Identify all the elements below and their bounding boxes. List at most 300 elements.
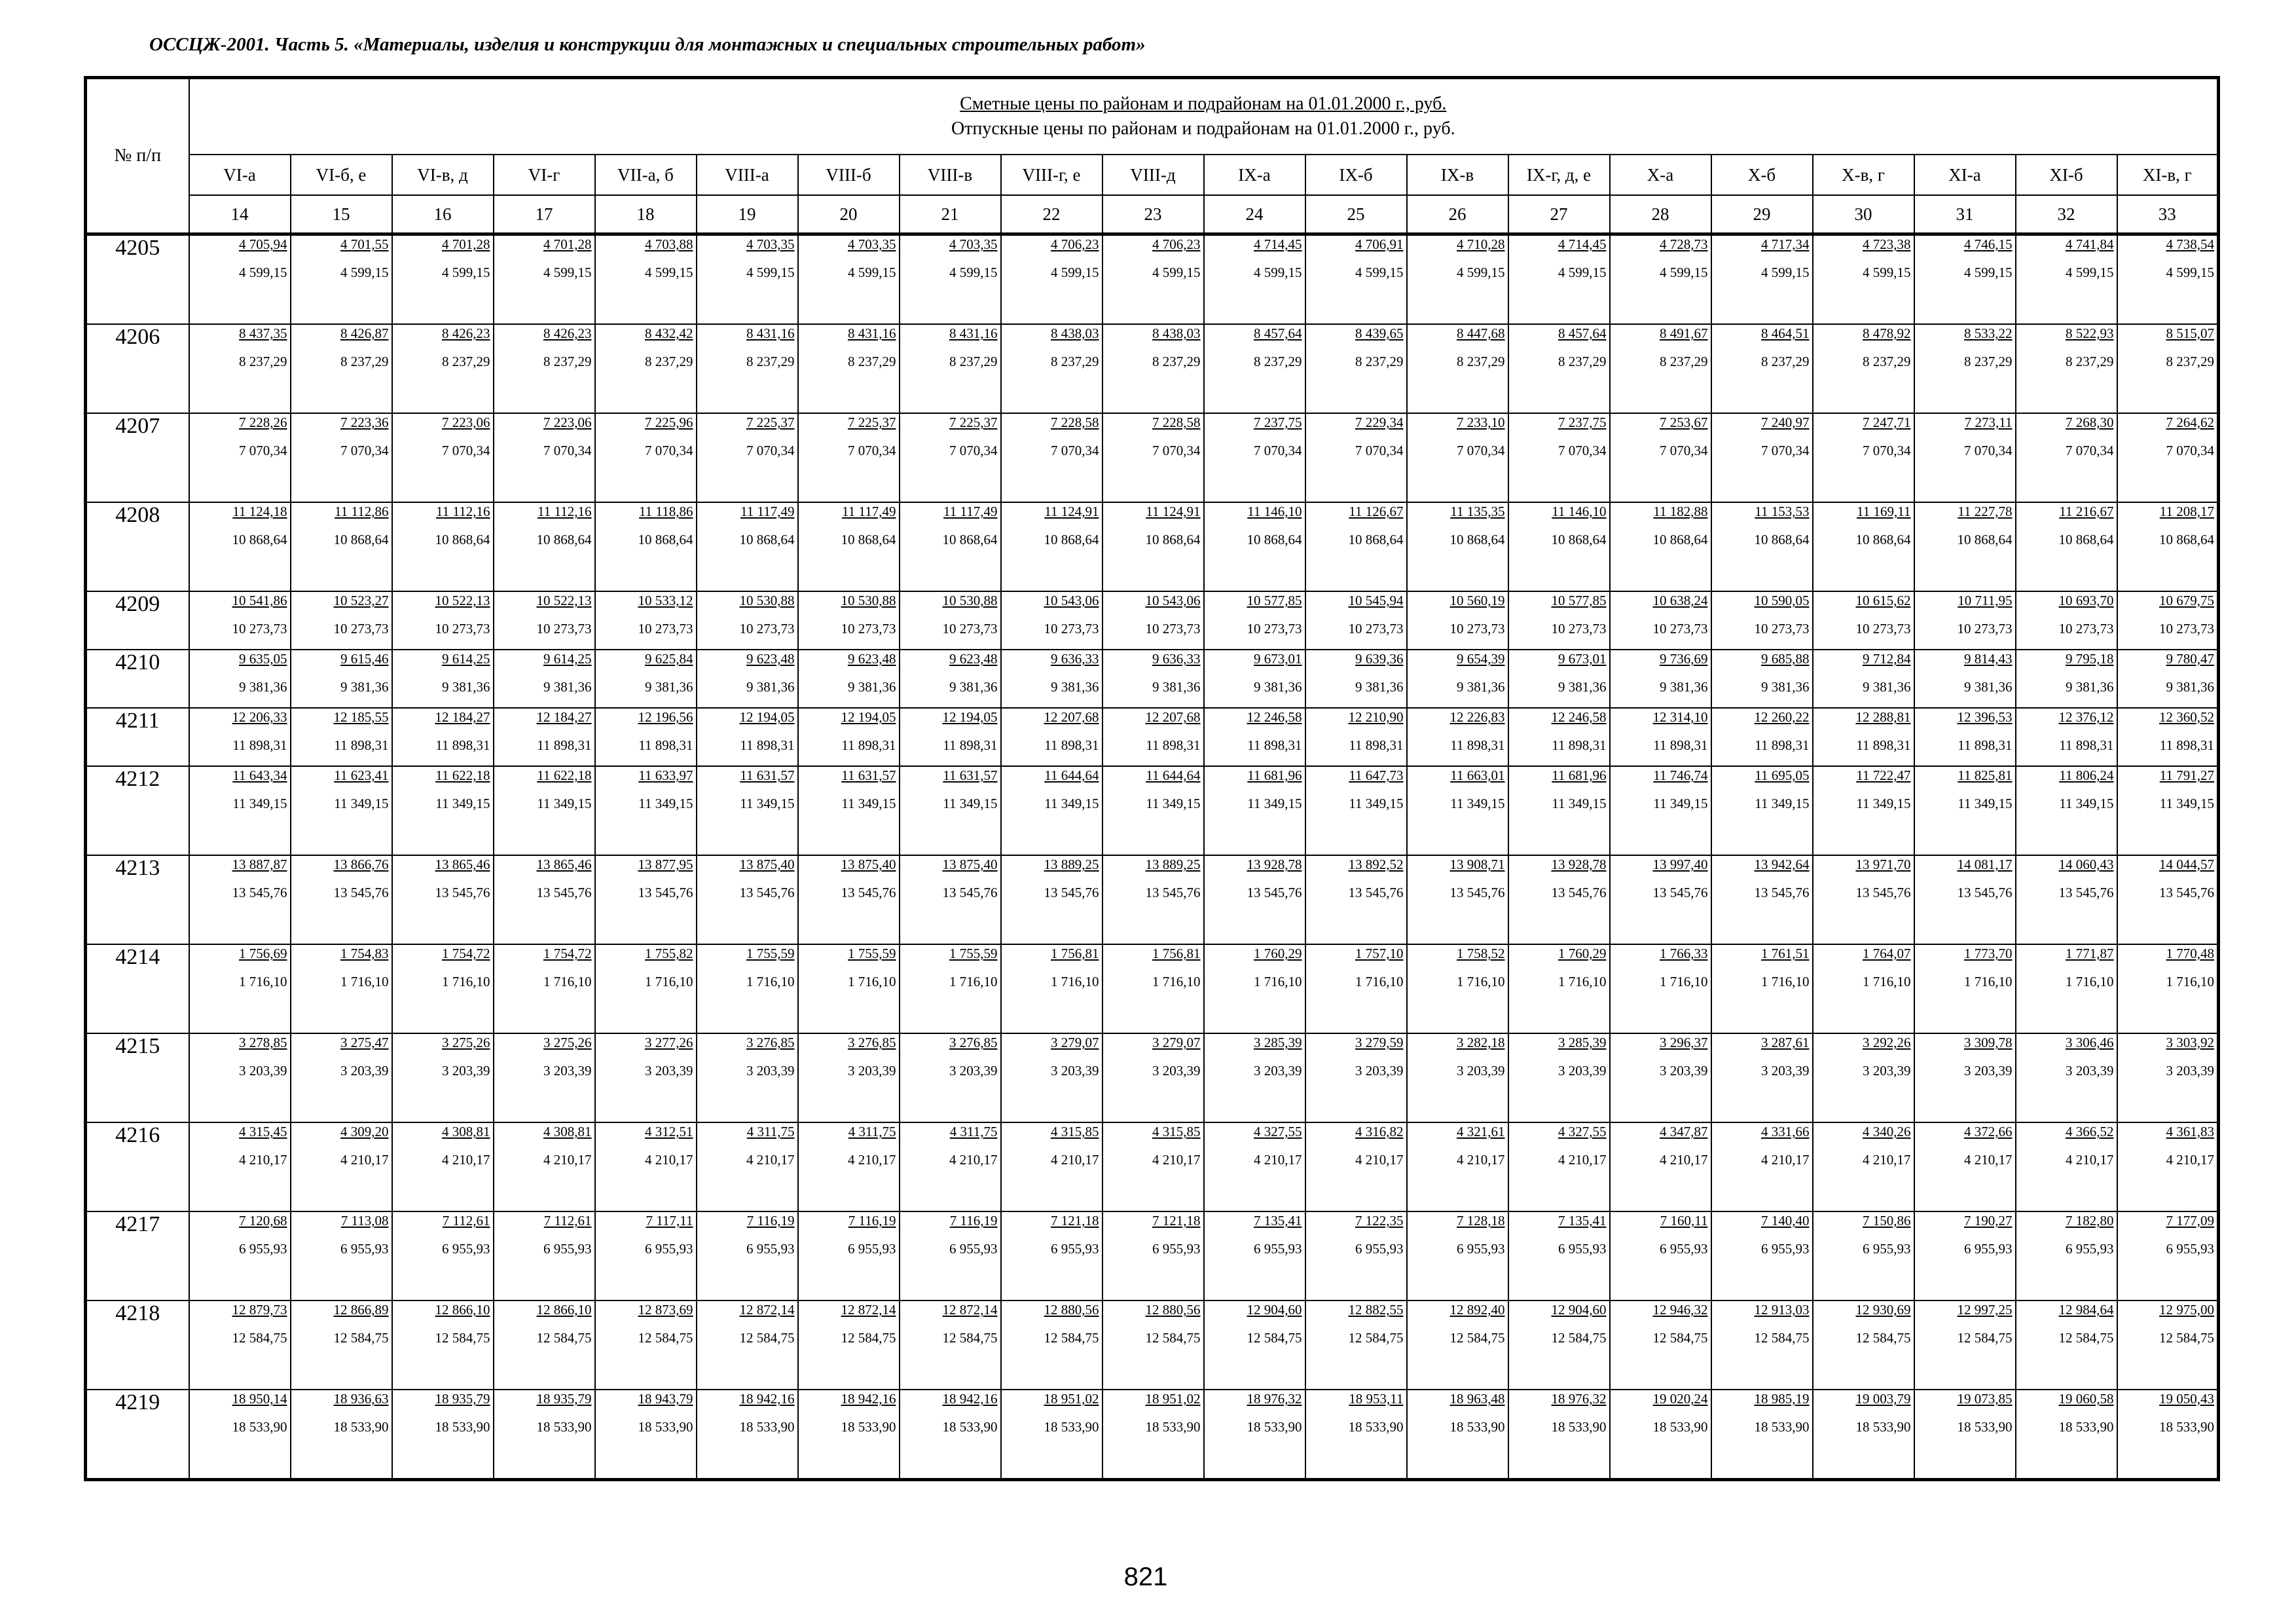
estimate-price: 18 951,02 xyxy=(1145,1391,1201,1407)
estimate-price: 11 135,35 xyxy=(1450,504,1505,519)
estimate-price: 14 081,17 xyxy=(1957,857,2013,872)
price-cell xyxy=(1711,650,1813,708)
estimate-price: 10 530,88 xyxy=(739,593,795,608)
release-price: 7 070,34 xyxy=(848,443,896,458)
price-cell xyxy=(697,708,798,766)
estimate-price: 11 681,96 xyxy=(1247,767,1302,783)
region-header: VI-в, д xyxy=(392,155,494,195)
release-price: 9 381,36 xyxy=(848,679,896,695)
release-price: 10 273,73 xyxy=(1957,621,2013,637)
price-cell xyxy=(1813,708,1914,766)
release-price: 7 070,34 xyxy=(746,443,795,458)
price-cell xyxy=(392,234,494,325)
release-price: 11 349,15 xyxy=(232,796,287,811)
price-cell xyxy=(595,591,697,650)
price-cell xyxy=(2117,1390,2219,1480)
estimate-price: 13 997,40 xyxy=(1652,857,1708,872)
estimate-price: 4 738,54 xyxy=(2166,236,2215,252)
column-number: 16 xyxy=(392,195,494,234)
price-cell xyxy=(2117,855,2219,944)
release-price: 9 381,36 xyxy=(2166,679,2215,695)
release-price: 8 237,29 xyxy=(1457,354,1505,369)
row-number: 4210 xyxy=(86,650,189,708)
estimate-price: 12 260,22 xyxy=(1754,709,1810,725)
estimate-price: 3 285,39 xyxy=(1254,1035,1302,1050)
price-cell xyxy=(1711,766,1813,855)
price-cell xyxy=(1204,1301,1305,1390)
estimate-price: 18 942,16 xyxy=(739,1391,795,1407)
release-price: 6 955,93 xyxy=(340,1241,389,1257)
region-header: VIII-д xyxy=(1102,155,1204,195)
release-price: 11 349,15 xyxy=(841,796,896,811)
price-cell xyxy=(798,944,900,1033)
estimate-price: 7 225,37 xyxy=(848,415,896,430)
estimate-price: 10 530,88 xyxy=(841,593,896,608)
region-header: VI-а xyxy=(189,155,291,195)
estimate-price: 9 623,48 xyxy=(746,651,795,667)
estimate-price: 18 936,63 xyxy=(333,1391,389,1407)
price-cell xyxy=(392,944,494,1033)
release-price: 10 868,64 xyxy=(841,532,896,547)
price-cell xyxy=(291,234,392,325)
estimate-price: 4 717,34 xyxy=(1761,236,1810,252)
estimate-price: 9 614,25 xyxy=(442,651,490,667)
release-price: 7 070,34 xyxy=(1051,443,1099,458)
estimate-price: 10 615,62 xyxy=(1855,593,1911,608)
estimate-price: 12 207,68 xyxy=(1044,709,1099,725)
release-price: 10 273,73 xyxy=(1449,621,1505,637)
release-price: 4 599,15 xyxy=(949,265,998,280)
release-price: 3 203,39 xyxy=(1254,1063,1302,1079)
price-cell xyxy=(1508,766,1610,855)
price-cell xyxy=(900,855,1001,944)
release-price: 3 203,39 xyxy=(442,1063,490,1079)
price-cell xyxy=(2016,1122,2117,1211)
release-price: 11 898,31 xyxy=(537,737,592,753)
release-price: 18 533,90 xyxy=(739,1419,795,1435)
estimate-price: 7 229,34 xyxy=(1355,415,1404,430)
estimate-price: 7 253,67 xyxy=(1660,415,1708,430)
price-cell xyxy=(900,234,1001,325)
release-price: 3 203,39 xyxy=(340,1063,389,1079)
region-header: VIII-в xyxy=(900,155,1001,195)
price-cell xyxy=(1305,650,1407,708)
column-number: 31 xyxy=(1914,195,2016,234)
estimate-price: 9 814,43 xyxy=(1964,651,2013,667)
estimate-price: 4 706,91 xyxy=(1355,236,1404,252)
price-cell xyxy=(291,1390,392,1480)
estimate-price: 3 292,26 xyxy=(1863,1035,1911,1050)
estimate-price: 7 237,75 xyxy=(1558,415,1607,430)
price-cell xyxy=(1610,1211,1711,1301)
release-price: 18 533,90 xyxy=(333,1419,389,1435)
release-price: 9 381,36 xyxy=(1863,679,1911,695)
estimate-price: 8 438,03 xyxy=(1152,325,1201,341)
release-price: 3 203,39 xyxy=(1558,1063,1607,1079)
price-cell xyxy=(1305,1390,1407,1480)
estimate-price: 11 746,74 xyxy=(1653,767,1708,783)
release-price: 10 868,64 xyxy=(1957,532,2013,547)
release-price: 12 584,75 xyxy=(333,1330,389,1346)
price-cell xyxy=(1813,324,1914,413)
release-price: 9 381,36 xyxy=(1761,679,1810,695)
price-cell xyxy=(291,591,392,650)
estimate-price: 7 135,41 xyxy=(1254,1213,1302,1228)
price-cell xyxy=(1711,1033,1813,1122)
estimate-price: 11 146,10 xyxy=(1247,504,1302,519)
release-price: 18 533,90 xyxy=(2058,1419,2114,1435)
price-cell xyxy=(1508,413,1610,502)
estimate-price: 4 340,26 xyxy=(1863,1124,1911,1139)
release-price: 18 533,90 xyxy=(1044,1419,1099,1435)
release-price: 7 070,34 xyxy=(1558,443,1607,458)
estimate-price: 12 904,60 xyxy=(1247,1302,1302,1318)
release-price: 13 545,76 xyxy=(841,885,896,900)
release-price: 1 716,10 xyxy=(543,974,592,989)
release-price: 7 070,34 xyxy=(543,443,592,458)
price-cell xyxy=(1508,1122,1610,1211)
estimate-price: 12 194,05 xyxy=(739,709,795,725)
release-price: 12 584,75 xyxy=(1754,1330,1810,1346)
release-price: 13 545,76 xyxy=(942,885,998,900)
price-cell xyxy=(189,413,291,502)
estimate-price: 8 437,35 xyxy=(239,325,287,341)
column-number: 32 xyxy=(2016,195,2117,234)
estimate-price: 8 515,07 xyxy=(2166,325,2215,341)
estimate-price: 13 875,40 xyxy=(942,857,998,872)
estimate-price: 12 975,00 xyxy=(2159,1302,2215,1318)
price-cell xyxy=(1102,650,1204,708)
estimate-price: 18 935,79 xyxy=(536,1391,592,1407)
release-price: 13 545,76 xyxy=(1348,885,1404,900)
estimate-price: 7 228,58 xyxy=(1152,415,1201,430)
price-cell xyxy=(392,855,494,944)
release-price: 3 203,39 xyxy=(1964,1063,2013,1079)
price-cell xyxy=(1102,502,1204,591)
price-cell xyxy=(1711,591,1813,650)
estimate-price: 11 631,57 xyxy=(943,767,998,783)
price-cell xyxy=(900,591,1001,650)
release-price: 4 210,17 xyxy=(239,1152,287,1168)
release-price: 8 237,29 xyxy=(1558,354,1607,369)
estimate-price: 9 636,33 xyxy=(1152,651,1201,667)
price-cell xyxy=(1711,234,1813,325)
price-cell xyxy=(494,855,595,944)
release-price: 12 584,75 xyxy=(1957,1330,2013,1346)
price-cell xyxy=(1102,591,1204,650)
price-cell xyxy=(595,502,697,591)
price-cell xyxy=(2117,708,2219,766)
release-price: 4 599,15 xyxy=(1254,265,1302,280)
region-header: VIII-б xyxy=(798,155,900,195)
price-cell xyxy=(494,766,595,855)
estimate-price: 13 865,46 xyxy=(435,857,490,872)
estimate-price: 1 764,07 xyxy=(1863,946,1911,961)
price-cell xyxy=(1204,413,1305,502)
document-header: ОССЦЖ-2001. Часть 5. «Материалы, изделия и конструкции для монтажных и специальных строительных работ» xyxy=(149,34,1146,55)
table-row xyxy=(86,1390,2219,1480)
release-price: 11 898,31 xyxy=(435,737,490,753)
estimate-price: 7 116,19 xyxy=(949,1213,998,1228)
price-cell xyxy=(1914,650,2016,708)
price-cell xyxy=(494,1301,595,1390)
price-cell xyxy=(697,234,798,325)
release-price: 11 349,15 xyxy=(1247,796,1302,811)
estimate-price: 4 703,35 xyxy=(848,236,896,252)
estimate-price: 9 614,25 xyxy=(543,651,592,667)
estimate-price: 10 577,85 xyxy=(1247,593,1302,608)
release-price: 1 716,10 xyxy=(2166,974,2215,989)
row-number: 4213 xyxy=(86,855,189,944)
region-header: X-а xyxy=(1610,155,1711,195)
price-cell xyxy=(595,1211,697,1301)
price-cell xyxy=(1813,413,1914,502)
price-cell xyxy=(1407,766,1508,855)
price-cell xyxy=(1407,1033,1508,1122)
release-price: 11 349,15 xyxy=(2059,796,2114,811)
estimate-price: 12 184,27 xyxy=(536,709,592,725)
estimate-price: 7 228,26 xyxy=(239,415,287,430)
estimate-price: 4 311,75 xyxy=(746,1124,795,1139)
release-price: 6 955,93 xyxy=(1355,1241,1404,1257)
release-price: 8 237,29 xyxy=(1761,354,1810,369)
release-price: 6 955,93 xyxy=(1660,1241,1708,1257)
estimate-price: 14 044,57 xyxy=(2159,857,2215,872)
price-cell xyxy=(798,413,900,502)
price-cell xyxy=(1102,1390,1204,1480)
price-cell xyxy=(1813,855,1914,944)
estimate-price: 8 447,68 xyxy=(1457,325,1505,341)
estimate-price: 11 631,57 xyxy=(841,767,896,783)
release-price: 10 868,64 xyxy=(638,532,693,547)
price-cell xyxy=(1102,234,1204,325)
estimate-price: 12 194,05 xyxy=(942,709,998,725)
release-price: 3 203,39 xyxy=(949,1063,998,1079)
price-cell xyxy=(697,1122,798,1211)
release-price: 11 898,31 xyxy=(740,737,795,753)
estimate-price: 10 541,86 xyxy=(232,593,287,608)
table-row xyxy=(86,766,2219,855)
price-cell xyxy=(494,944,595,1033)
release-price: 4 210,17 xyxy=(949,1152,998,1168)
release-price: 9 381,36 xyxy=(442,679,490,695)
estimate-price: 11 631,57 xyxy=(740,767,795,783)
estimate-price: 19 003,79 xyxy=(1855,1391,1911,1407)
estimate-price: 8 426,23 xyxy=(442,325,490,341)
price-cell xyxy=(595,766,697,855)
release-price: 4 210,17 xyxy=(746,1152,795,1168)
price-cell xyxy=(1508,234,1610,325)
release-price: 7 070,34 xyxy=(442,443,490,458)
price-cell xyxy=(1305,766,1407,855)
region-header: VIII-г, е xyxy=(1001,155,1102,195)
estimate-price: 18 942,16 xyxy=(942,1391,998,1407)
price-cell xyxy=(1711,1122,1813,1211)
price-cell xyxy=(900,1301,1001,1390)
price-cell xyxy=(1610,413,1711,502)
price-cell xyxy=(798,502,900,591)
release-price: 8 237,29 xyxy=(543,354,592,369)
estimate-price: 10 693,70 xyxy=(2058,593,2114,608)
release-price: 6 955,93 xyxy=(2166,1241,2215,1257)
price-cell xyxy=(291,1122,392,1211)
estimate-price: 8 426,87 xyxy=(340,325,389,341)
price-cell xyxy=(1407,1301,1508,1390)
price-cell xyxy=(291,855,392,944)
release-price: 18 533,90 xyxy=(1145,1419,1201,1435)
estimate-price: 8 438,03 xyxy=(1051,325,1099,341)
estimate-price: 12 930,69 xyxy=(1855,1302,1911,1318)
release-price: 10 868,64 xyxy=(1551,532,1607,547)
release-price: 3 203,39 xyxy=(543,1063,592,1079)
estimate-price: 13 865,46 xyxy=(536,857,592,872)
estimate-price: 8 478,92 xyxy=(1863,325,1911,341)
estimate-price: 3 279,59 xyxy=(1355,1035,1404,1050)
price-cell xyxy=(1813,591,1914,650)
estimate-price: 11 695,05 xyxy=(1755,767,1810,783)
release-price: 13 545,76 xyxy=(232,885,287,900)
column-number: 14 xyxy=(189,195,291,234)
estimate-price: 18 985,19 xyxy=(1754,1391,1810,1407)
price-cell xyxy=(1001,855,1102,944)
release-price: 3 203,39 xyxy=(848,1063,896,1079)
release-price: 7 070,34 xyxy=(340,443,389,458)
price-cell xyxy=(189,1301,291,1390)
estimate-price: 1 755,59 xyxy=(848,946,896,961)
estimate-price: 13 889,25 xyxy=(1044,857,1099,872)
estimate-price: 7 273,11 xyxy=(1964,415,2013,430)
price-cell xyxy=(1204,855,1305,944)
price-cell xyxy=(1407,413,1508,502)
estimate-price: 4 347,87 xyxy=(1660,1124,1708,1139)
release-price: 11 349,15 xyxy=(435,796,490,811)
price-cell xyxy=(1204,1211,1305,1301)
release-price: 6 955,93 xyxy=(1863,1241,1911,1257)
estimate-price: 3 276,85 xyxy=(848,1035,896,1050)
release-price: 12 584,75 xyxy=(739,1330,795,1346)
price-cell xyxy=(1204,234,1305,325)
price-cell xyxy=(189,1390,291,1480)
price-cell xyxy=(2016,1211,2117,1301)
release-price: 11 898,31 xyxy=(2059,737,2114,753)
estimate-price: 10 533,12 xyxy=(638,593,693,608)
release-price: 9 381,36 xyxy=(239,679,287,695)
price-cell xyxy=(900,1033,1001,1122)
release-price: 1 716,10 xyxy=(442,974,490,989)
release-price: 18 533,90 xyxy=(1551,1419,1607,1435)
price-cell xyxy=(1508,944,1610,1033)
estimate-price: 13 971,70 xyxy=(1855,857,1911,872)
price-cell xyxy=(1711,413,1813,502)
price-cell xyxy=(900,766,1001,855)
price-cell xyxy=(1407,1211,1508,1301)
estimate-price: 7 268,30 xyxy=(2066,415,2114,430)
row-number: 4212 xyxy=(86,766,189,855)
estimate-price: 13 875,40 xyxy=(739,857,795,872)
price-cell xyxy=(1914,413,2016,502)
estimate-price: 10 711,95 xyxy=(1958,593,2013,608)
release-price: 10 868,64 xyxy=(1044,532,1099,547)
estimate-price: 11 182,88 xyxy=(1653,504,1708,519)
price-cell xyxy=(1508,1390,1610,1480)
release-price: 11 349,15 xyxy=(2159,796,2215,811)
price-cell xyxy=(2117,766,2219,855)
price-cell xyxy=(900,1211,1001,1301)
table-row xyxy=(86,1122,2219,1211)
release-price: 4 210,17 xyxy=(2066,1152,2114,1168)
estimate-price: 7 223,36 xyxy=(340,415,389,430)
estimate-price: 13 866,76 xyxy=(333,857,389,872)
estimate-price: 19 073,85 xyxy=(1957,1391,2013,1407)
price-cell xyxy=(392,650,494,708)
price-cell xyxy=(2016,324,2117,413)
column-number: 21 xyxy=(900,195,1001,234)
estimate-price: 13 908,71 xyxy=(1449,857,1505,872)
estimate-price: 3 278,85 xyxy=(239,1035,287,1050)
release-price: 18 533,90 xyxy=(942,1419,998,1435)
release-price: 13 545,76 xyxy=(1044,885,1099,900)
estimate-price: 13 887,87 xyxy=(232,857,287,872)
price-cell xyxy=(1305,1211,1407,1301)
price-cell xyxy=(900,1390,1001,1480)
estimate-price: 1 756,81 xyxy=(1152,946,1201,961)
region-header: X-в, г xyxy=(1813,155,1914,195)
release-price: 3 203,39 xyxy=(2166,1063,2215,1079)
estimate-price: 1 756,69 xyxy=(239,946,287,961)
row-number: 4214 xyxy=(86,944,189,1033)
estimate-price: 7 228,58 xyxy=(1051,415,1099,430)
price-cell xyxy=(1001,413,1102,502)
release-price: 13 545,76 xyxy=(739,885,795,900)
release-price: 4 599,15 xyxy=(543,265,592,280)
estimate-price: 4 710,28 xyxy=(1457,236,1505,252)
release-price-caption: Отпускные цены по районам и подрайонам на 01.01.2000 г., руб. xyxy=(951,119,1455,139)
release-price: 18 533,90 xyxy=(1449,1419,1505,1435)
price-cell xyxy=(291,502,392,591)
price-cell xyxy=(2016,650,2117,708)
estimate-price: 9 673,01 xyxy=(1254,651,1302,667)
region-header: IX-б xyxy=(1305,155,1407,195)
release-price: 9 381,36 xyxy=(1152,679,1201,695)
release-price: 12 584,75 xyxy=(232,1330,287,1346)
estimate-price: 9 712,84 xyxy=(1863,651,1911,667)
estimate-price: 18 951,02 xyxy=(1044,1391,1099,1407)
release-price: 11 349,15 xyxy=(740,796,795,811)
estimate-price: 7 112,61 xyxy=(442,1213,490,1228)
estimate-price: 13 877,95 xyxy=(638,857,693,872)
price-cell xyxy=(595,1122,697,1211)
release-price: 13 545,76 xyxy=(1652,885,1708,900)
estimate-price: 4 361,83 xyxy=(2166,1124,2215,1139)
release-price: 12 584,75 xyxy=(1145,1330,1201,1346)
release-price: 12 584,75 xyxy=(435,1330,490,1346)
price-cell xyxy=(1711,944,1813,1033)
release-price: 1 716,10 xyxy=(1558,974,1607,989)
release-price: 8 237,29 xyxy=(746,354,795,369)
estimate-price: 12 866,10 xyxy=(536,1302,592,1318)
price-cell xyxy=(798,1033,900,1122)
estimate-price: 12 196,56 xyxy=(638,709,693,725)
release-price: 10 273,73 xyxy=(638,621,693,637)
estimate-price: 18 963,48 xyxy=(1449,1391,1505,1407)
price-cell xyxy=(291,324,392,413)
estimate-price: 12 882,55 xyxy=(1348,1302,1404,1318)
estimate-price: 12 879,73 xyxy=(232,1302,287,1318)
estimate-price: 4 308,81 xyxy=(543,1124,592,1139)
release-price: 11 349,15 xyxy=(537,796,592,811)
price-cell xyxy=(1001,1301,1102,1390)
estimate-price: 3 279,07 xyxy=(1152,1035,1201,1050)
